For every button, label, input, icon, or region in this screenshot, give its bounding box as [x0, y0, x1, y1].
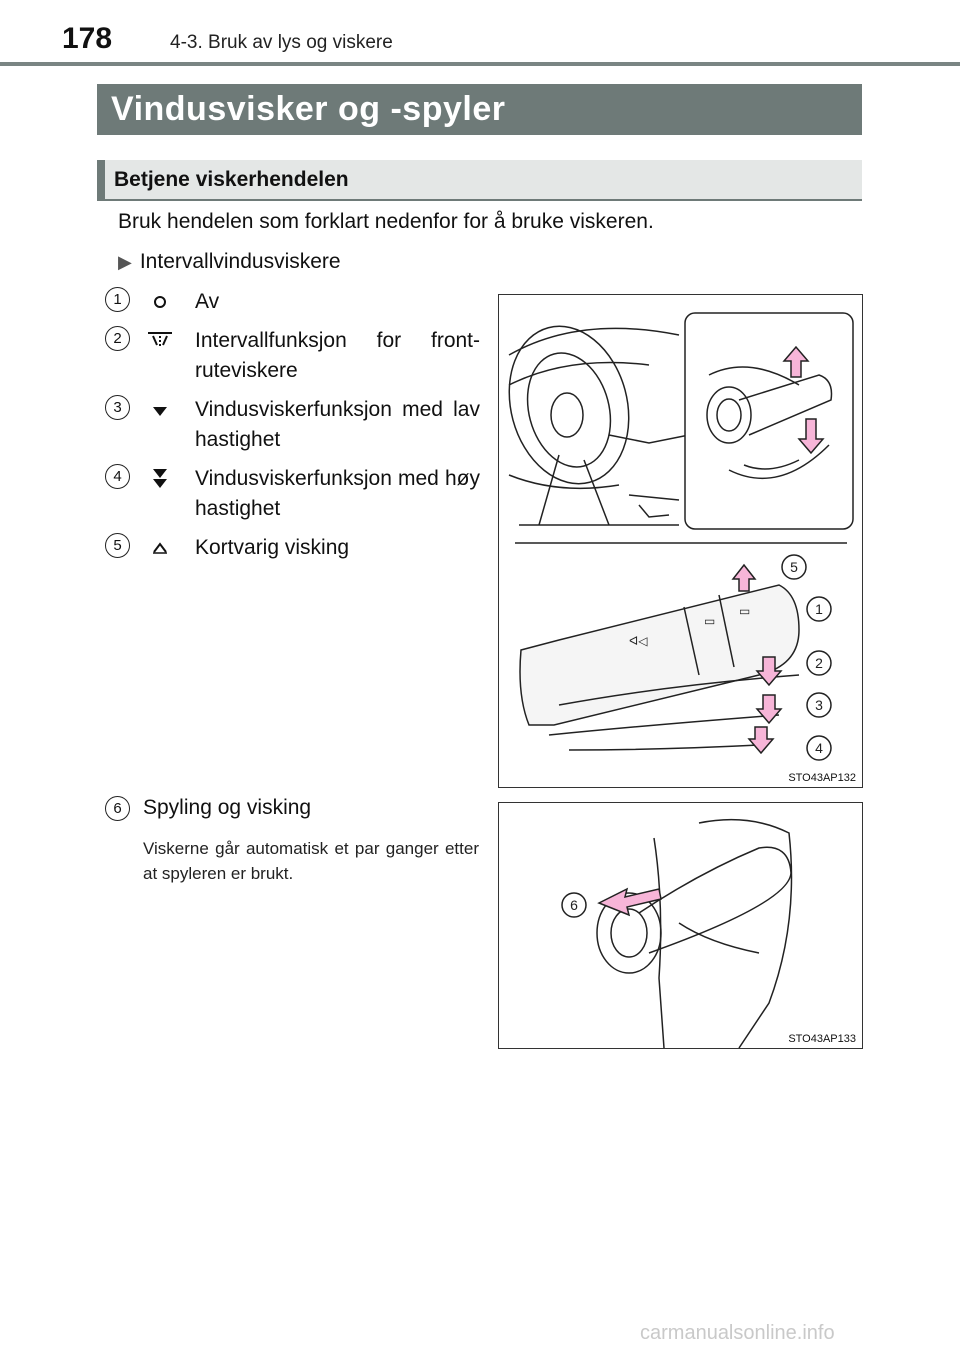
item-text: Intervallfunksjon for front-ruteviskere — [195, 329, 480, 382]
washer-lever-figure — [498, 802, 863, 1049]
section-title: Vindusvisker og -spyler — [97, 84, 862, 135]
wiper-low-speed-icon — [145, 397, 175, 421]
item-text: Av — [195, 290, 220, 313]
subheading-accent-bar — [97, 160, 105, 199]
callout-5: 5 — [790, 559, 798, 575]
page-number: 178 — [62, 22, 113, 55]
item-description: Viskerne går automatisk et par ganger etter at spyleren er brukt. — [143, 839, 479, 883]
wiper-lever-illustration — [499, 295, 862, 787]
figure-code: STO43AP133 — [788, 1033, 856, 1045]
watermark: carmanualsonline.info — [640, 1322, 835, 1344]
item-number: 3 — [105, 395, 130, 420]
callout-4: 4 — [815, 740, 823, 756]
item-number: 4 — [105, 464, 130, 489]
chapter-title: 4-3. Bruk av lys og viskere — [170, 32, 393, 53]
wiper-high-speed-icon — [145, 466, 175, 490]
item-text: Spyling og visking — [143, 796, 312, 819]
bullet-heading — [118, 250, 341, 274]
header-divider — [0, 62, 960, 66]
item-number: 2 — [105, 326, 130, 351]
subheading-band — [97, 160, 862, 201]
svg-text:▭: ▭ — [739, 604, 751, 618]
item-text: Vindusviskerfunksjon med høy hastighet — [195, 467, 480, 520]
item-number: 6 — [105, 796, 130, 821]
wiper-intermittent-icon — [145, 328, 175, 352]
bullet-arrow-icon: ▶ — [118, 252, 132, 272]
item-number: 5 — [105, 533, 130, 558]
wiper-off-icon — [145, 289, 175, 313]
wiper-mist-icon — [145, 535, 175, 559]
svg-text:ᐊ◁: ᐊ◁ — [629, 634, 648, 648]
item-text: Vindusviskerfunksjon med lav hastighet — [195, 398, 480, 451]
figure-code: STO43AP132 — [788, 772, 856, 784]
callout-2: 2 — [815, 655, 823, 671]
callout-3: 3 — [815, 697, 823, 713]
subheading: Betjene viskerhendelen — [114, 168, 349, 191]
item-text: Kortvarig visking — [195, 536, 350, 559]
callout-6: 6 — [570, 897, 578, 913]
washer-lever-illustration — [499, 803, 862, 1048]
callout-1: 1 — [815, 601, 823, 617]
intro-text: Bruk hendelen som forklart nedenfor for å bruke viskeren. — [118, 210, 654, 233]
item-number: 1 — [105, 287, 130, 312]
svg-text:▭: ▭ — [704, 614, 716, 628]
bullet-text: Intervallvindusviskere — [139, 250, 341, 273]
wiper-lever-figure — [498, 294, 863, 788]
